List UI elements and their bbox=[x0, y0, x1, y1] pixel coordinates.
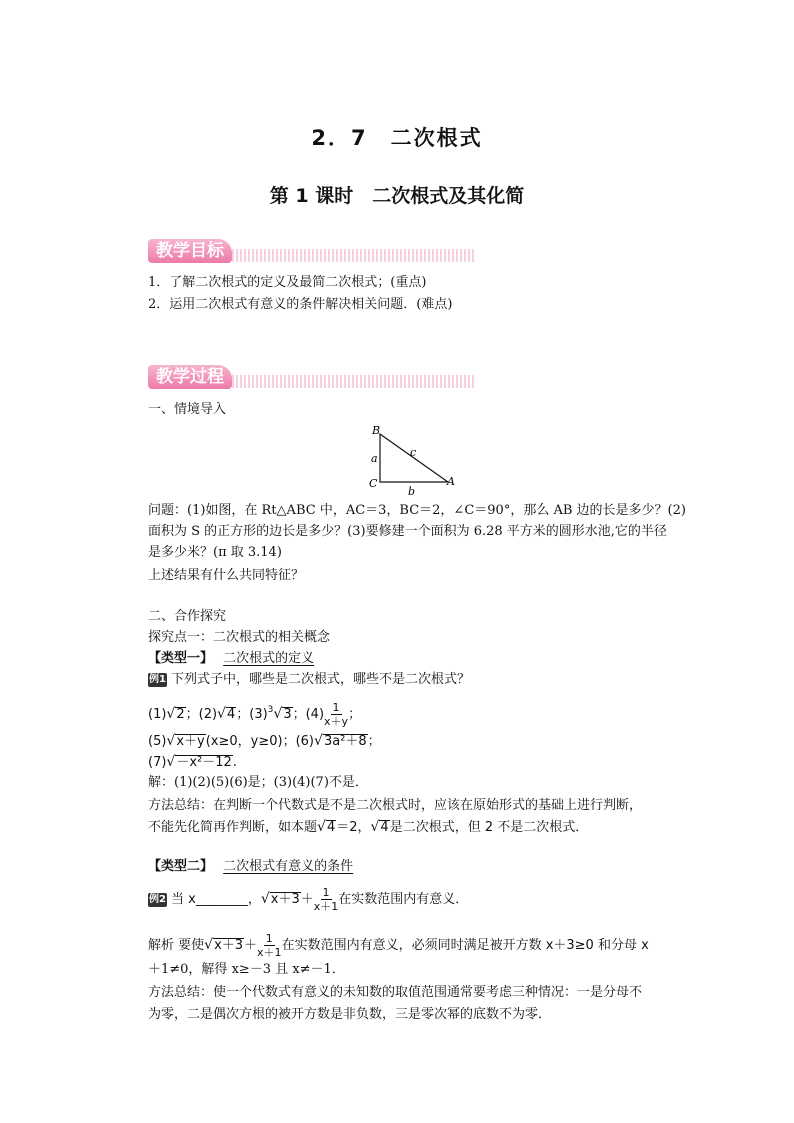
goal-item: 1．了解二次根式的定义及最简二次根式；(重点) bbox=[148, 275, 427, 290]
prompt-text: 当 x bbox=[171, 892, 196, 907]
goals-badge-label: 教学目标 bbox=[148, 239, 232, 263]
goals-badge bbox=[148, 238, 474, 264]
numerator: 1 bbox=[332, 701, 340, 714]
vertex-label-c: C bbox=[369, 477, 378, 490]
answer-blank: ________ bbox=[195, 892, 248, 907]
example1-answer: 解：(1)(2)(5)(6)是；(3)(4)(7)不是． bbox=[148, 775, 368, 790]
summary-text: 不能先化简再作判断，如本题 bbox=[148, 820, 318, 835]
example1-badge: 例1 bbox=[149, 674, 166, 685]
analysis-text: 解析 要使 bbox=[148, 938, 205, 953]
summary-text: 是二次根式，但 2 不是二次根式． bbox=[389, 820, 589, 835]
type1-title: 二次根式的定义 bbox=[223, 651, 315, 666]
item-label: (7) bbox=[148, 755, 167, 770]
radicand: x＋y bbox=[176, 734, 205, 749]
process-badge-label: 教学过程 bbox=[148, 365, 232, 389]
process-badge-bar bbox=[232, 375, 474, 388]
operator: ＋ bbox=[300, 892, 314, 907]
denominator: x＋y bbox=[324, 715, 349, 728]
radicand: 3 bbox=[283, 707, 292, 722]
radicand: x＋3 bbox=[270, 892, 300, 907]
item-label: (5) bbox=[148, 734, 167, 749]
type1-label: 【类型一】 bbox=[148, 651, 214, 666]
denominator: x＋1 bbox=[313, 900, 339, 913]
radicand: －x²－12 bbox=[176, 755, 232, 770]
explore-point: 探究点一：二次根式的相关概念 bbox=[148, 630, 331, 645]
example2-badge: 例2 bbox=[149, 894, 166, 905]
item-label: ；(3) bbox=[236, 707, 268, 722]
example1-prompt bbox=[148, 670, 470, 690]
item-label: (x≥0，y≥0)；(6) bbox=[205, 734, 315, 749]
example1-summary-line: 方法总结：在判断一个代数式是不是二次根式时，应该在原始形式的基础上进行判断， bbox=[148, 798, 643, 813]
question-line: 问题：(1)如图，在 Rt△ABC 中，AC＝3，BC＝2，∠C＝90°，那么 AB 边的长是多少？(2) bbox=[148, 503, 686, 518]
radicand: 3a²＋8 bbox=[323, 734, 367, 749]
fraction bbox=[257, 932, 282, 959]
item-label: ；(4) bbox=[292, 707, 325, 722]
numerator: 1 bbox=[322, 886, 330, 899]
radicand: 4 bbox=[380, 820, 389, 835]
question-line: 面积为 S 的正方形的边长是多少？(3)要修建一个面积为 6.28 平方米的圆形水池,它的半径 bbox=[148, 524, 667, 539]
item-sep: ； bbox=[367, 734, 381, 749]
part2-heading: 二、合作探究 bbox=[148, 609, 227, 624]
item-label: (1) bbox=[148, 707, 167, 722]
type2-title: 二次根式有意义的条件 bbox=[223, 859, 354, 874]
example2-summary-line: 方法总结：使一个代数式有意义的未知数的取值范围通常要考虑三种情况：一是分母不 bbox=[148, 985, 643, 1000]
root-index: 3 bbox=[267, 705, 274, 715]
example2-prompt: 例2 当 x________，√x＋3＋ $\frac{1}{x+1}$ 在实数范围内有意义． bbox=[149, 886, 469, 913]
example1-items-row3: (7)√－x²－12. bbox=[148, 754, 237, 770]
goals-badge-bar bbox=[232, 249, 474, 262]
goal-item: 2．运用二次根式有意义的条件解决相关问题．(难点) bbox=[148, 297, 453, 312]
example2-summary-line: 为零，二是偶次方根的被开方数是非负数，三是零次幂的底数不为零． bbox=[148, 1007, 552, 1022]
example2-analysis-line: ＋1≠0，解得 x≥－3 且 x≠－1． bbox=[148, 962, 345, 977]
section-title: 2．7 二次根式 bbox=[311, 126, 483, 150]
prompt-text: 在实数范围内有意义． bbox=[338, 892, 469, 907]
fraction bbox=[314, 886, 339, 913]
vertex-label-a: A bbox=[447, 475, 455, 488]
fraction bbox=[324, 701, 348, 728]
prompt-text: ， bbox=[247, 892, 261, 907]
example1-text: 下列式子中，哪些是二次根式，哪些不是二次根式？ bbox=[171, 672, 471, 687]
radicand: 4 bbox=[326, 820, 336, 835]
numerator: 1 bbox=[265, 932, 273, 945]
summary-text: ＝2， bbox=[336, 820, 371, 835]
radicand: 2 bbox=[176, 707, 185, 722]
item-sep: . bbox=[232, 755, 237, 770]
question-follow: 上述结果有什么共同特征？ bbox=[148, 568, 305, 583]
type2-label: 【类型二】 bbox=[148, 859, 214, 874]
lesson-title: 第 1 课时 二次根式及其化简 bbox=[269, 185, 525, 207]
example1-items-row2: (5)√x＋y(x≥0，y≥0)；(6)√3a²＋8； bbox=[148, 733, 381, 749]
side-label-c: c bbox=[410, 446, 417, 459]
type2-heading bbox=[148, 857, 353, 877]
radicand: 4 bbox=[226, 707, 236, 722]
side-label-b: b bbox=[408, 485, 416, 498]
process-badge bbox=[148, 364, 474, 390]
side-label-a: a bbox=[371, 452, 378, 465]
operator: ＋ bbox=[244, 938, 258, 953]
question-line: 是多少米？(π 取 3.14) bbox=[148, 545, 282, 560]
example2-analysis-line: 解析 要使√x＋3＋ $\frac{1}{x+1}$ 在实数范围内有意义，必须同时满足被开方数 x＋3≥0 和分母 x bbox=[148, 932, 649, 959]
triangle-figure bbox=[362, 420, 462, 500]
vertex-label-b: B bbox=[372, 424, 381, 437]
part1-heading: 一、情境导入 bbox=[148, 402, 227, 417]
radicand: x＋3 bbox=[214, 938, 244, 953]
analysis-text: 在实数范围内有意义，必须同时满足被开方数 x＋3≥0 和分母 x bbox=[281, 938, 649, 953]
denominator: x＋1 bbox=[257, 946, 282, 959]
item-sep: ； bbox=[348, 707, 362, 722]
example1-items-row1: (1)√2；(2)√4；$(3)^3√3$；(4) $\frac{1}{x+y}$ ； bbox=[148, 701, 362, 728]
example1-summary-line: 不能先化简再作判断，如本题√4＝2，√4是二次根式，但 2 不是二次根式． bbox=[148, 819, 589, 835]
item-label: ；(2) bbox=[185, 707, 218, 722]
type1-heading bbox=[148, 649, 314, 669]
